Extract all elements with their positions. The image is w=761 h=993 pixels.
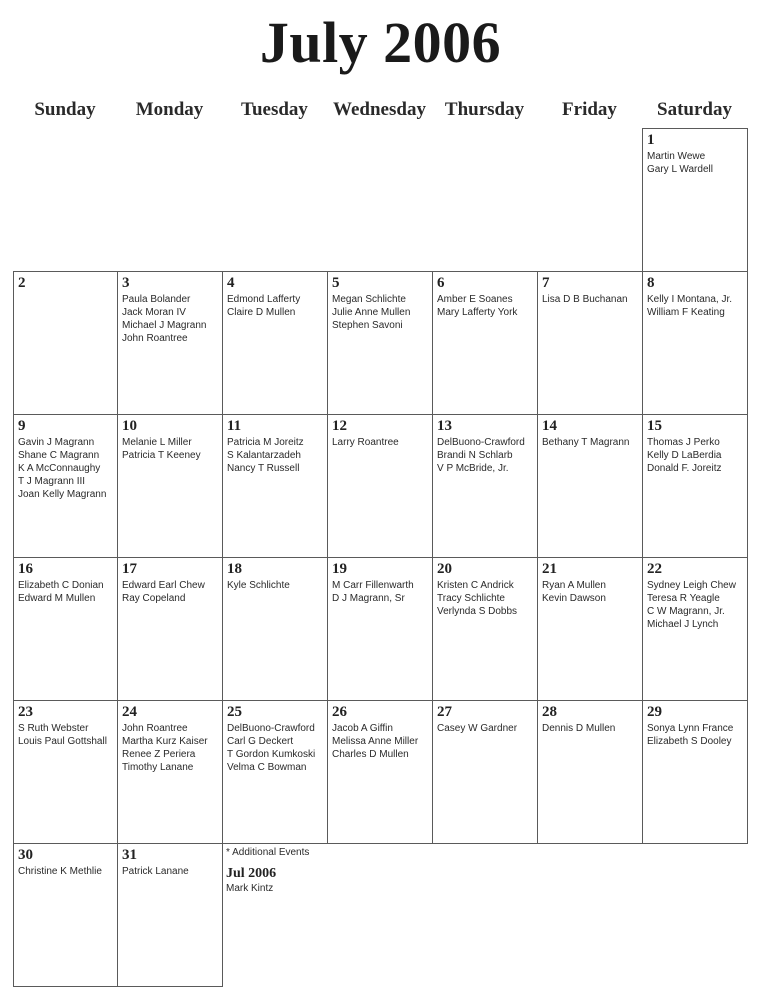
person-name: Ryan A Mullen xyxy=(542,580,606,591)
day-number: 22 xyxy=(647,561,662,577)
calendar-title: July 2006 xyxy=(259,10,502,75)
person-name: Paula Bolander xyxy=(122,294,191,305)
person-name: Dennis D Mullen xyxy=(542,723,616,734)
weekday-header-tuesday: Tuesday xyxy=(241,99,308,120)
day-number: 20 xyxy=(437,561,452,577)
person-name: Renee Z Periera xyxy=(122,749,196,760)
day-cell-2 xyxy=(13,271,118,415)
person-name: V P McBride, Jr. xyxy=(437,463,509,474)
day-cell-28 xyxy=(537,700,643,844)
person-name: Elizabeth S Dooley xyxy=(647,736,732,747)
weekday-header-monday: Monday xyxy=(135,99,204,120)
day-names xyxy=(437,722,534,735)
day-number: 5 xyxy=(332,275,340,291)
day-cell-14 xyxy=(537,414,643,558)
day-number: 26 xyxy=(332,704,347,720)
day-cell-6 xyxy=(432,271,538,415)
day-number: 3 xyxy=(122,275,130,291)
day-cell-10 xyxy=(117,414,223,558)
day-cell-29 xyxy=(642,700,748,844)
day-number: 21 xyxy=(542,561,557,577)
day-names xyxy=(122,722,219,774)
day-number: 30 xyxy=(18,847,33,863)
day-cell-11 xyxy=(222,414,328,558)
weekday-header-friday: Friday xyxy=(562,99,617,120)
day-cell-13 xyxy=(432,414,538,558)
person-name: Patricia T Keeney xyxy=(122,450,201,461)
person-name: Elizabeth C Donian xyxy=(18,580,104,591)
day-names xyxy=(122,293,219,345)
person-name: Gary L Wardell xyxy=(647,164,713,175)
person-name: Claire D Mullen xyxy=(227,307,296,318)
day-number: 18 xyxy=(227,561,242,577)
day-cell-3 xyxy=(117,271,223,415)
person-name: Velma C Bowman xyxy=(227,762,307,773)
person-name: Bethany T Magrann xyxy=(542,437,630,448)
day-number: 28 xyxy=(542,704,557,720)
day-number: 31 xyxy=(122,847,137,863)
person-name: Kevin Dawson xyxy=(542,593,606,604)
person-name: William F Keating xyxy=(647,307,725,318)
person-name: Julie Anne Mullen xyxy=(332,307,411,318)
day-number: 24 xyxy=(122,704,137,720)
person-name: D J Magrann, Sr xyxy=(332,593,405,604)
person-name: Shane C Magrann xyxy=(18,450,100,461)
person-name: S Ruth Webster xyxy=(18,723,89,734)
day-names xyxy=(227,293,324,319)
day-names xyxy=(227,722,324,774)
day-cell-26 xyxy=(327,700,433,844)
person-name: Martha Kurz Kaiser xyxy=(122,736,208,747)
day-names xyxy=(542,579,639,605)
person-name: Carl G Deckert xyxy=(227,736,294,747)
person-name: Patricia M Joreitz xyxy=(227,437,304,448)
day-cell-9 xyxy=(13,414,118,558)
day-names xyxy=(332,579,429,605)
day-number: 11 xyxy=(227,418,242,434)
person-name: Timothy Lanane xyxy=(122,762,194,773)
day-number: 13 xyxy=(437,418,452,434)
person-name: Amber E Soanes xyxy=(437,294,513,305)
person-name: T J Magrann III xyxy=(18,476,86,487)
day-cell-18 xyxy=(222,557,328,701)
person-name: Jacob A Giffin xyxy=(332,723,393,734)
person-name: DelBuono-Crawford xyxy=(437,437,525,448)
day-number: 15 xyxy=(647,418,662,434)
additional-event-name: Mark Kintz xyxy=(226,883,274,894)
person-name: Edward M Mullen xyxy=(18,593,96,604)
person-name: Melanie L Miller xyxy=(122,437,192,448)
day-names xyxy=(332,436,429,449)
day-cell-31 xyxy=(117,843,223,987)
day-cell-16 xyxy=(13,557,118,701)
day-names xyxy=(647,150,744,176)
day-names xyxy=(647,293,744,319)
person-name: T Gordon Kumkoski xyxy=(227,749,316,760)
person-name: Melissa Anne Miller xyxy=(332,736,419,747)
day-number: 19 xyxy=(332,561,347,577)
day-names xyxy=(18,579,114,605)
day-names xyxy=(227,579,324,592)
day-cell-25 xyxy=(222,700,328,844)
day-names xyxy=(542,722,639,735)
day-cell-23 xyxy=(13,700,118,844)
day-names xyxy=(437,579,534,618)
person-name: Casey W Gardner xyxy=(437,723,518,734)
day-names xyxy=(647,722,744,748)
additional-events-note: * Additional Events xyxy=(226,847,310,858)
person-name: Edward Earl Chew xyxy=(122,580,205,591)
person-name: Kyle Schlichte xyxy=(227,580,290,591)
day-number: 14 xyxy=(542,418,557,434)
person-name: Michael J Lynch xyxy=(647,619,719,630)
day-number: 17 xyxy=(122,561,137,577)
day-names xyxy=(647,436,744,475)
day-number: 12 xyxy=(332,418,347,434)
day-names xyxy=(18,722,114,748)
person-name: Christine K Methlie xyxy=(18,866,102,877)
day-number: 9 xyxy=(18,418,26,434)
day-cell-22 xyxy=(642,557,748,701)
day-names xyxy=(18,865,114,878)
person-name: Michael J Magrann xyxy=(122,320,207,331)
person-name: DelBuono-Crawford xyxy=(227,723,315,734)
person-name: Louis Paul Gottshall xyxy=(18,736,107,747)
person-name: Megan Schlichte xyxy=(332,294,406,305)
day-names xyxy=(542,436,639,449)
day-cell-24 xyxy=(117,700,223,844)
person-name: Nancy T Russell xyxy=(227,463,300,474)
weekday-header-sunday: Sunday xyxy=(34,99,96,120)
day-names xyxy=(122,436,219,462)
day-number: 1 xyxy=(647,132,655,148)
person-name: M Carr Fillenwarth xyxy=(332,580,414,591)
day-cell-30 xyxy=(13,843,118,987)
day-cell-4 xyxy=(222,271,328,415)
day-number: 25 xyxy=(227,704,242,720)
day-number: 4 xyxy=(227,275,235,291)
person-name: Teresa R Yeagle xyxy=(647,593,720,604)
person-name: Kelly I Montana, Jr. xyxy=(647,294,733,305)
day-cell-7 xyxy=(537,271,643,415)
day-names xyxy=(18,436,114,501)
person-name: John Roantree xyxy=(122,723,188,734)
person-name: Kristen C Andrick xyxy=(437,580,514,591)
day-number: 23 xyxy=(18,704,33,720)
day-number: 6 xyxy=(437,275,445,291)
day-number: 27 xyxy=(437,704,452,720)
person-name: Ray Copeland xyxy=(122,593,186,604)
person-name: Martin Wewe xyxy=(647,151,706,162)
day-number: 7 xyxy=(542,275,550,291)
day-cell-12 xyxy=(327,414,433,558)
person-name: Gavin J Magrann xyxy=(18,437,95,448)
day-cell-15 xyxy=(642,414,748,558)
day-cell-19 xyxy=(327,557,433,701)
day-number: 2 xyxy=(18,275,26,291)
person-name: S Kalantarzadeh xyxy=(227,450,301,461)
person-name: Thomas J Perko xyxy=(647,437,720,448)
day-number: 10 xyxy=(122,418,137,434)
person-name: Larry Roantree xyxy=(332,437,399,448)
person-name: Verlynda S Dobbs xyxy=(437,606,518,617)
person-name: John Roantree xyxy=(122,333,188,344)
person-name: Sydney Leigh Chew xyxy=(647,580,736,591)
day-names xyxy=(437,436,534,475)
day-cell-1 xyxy=(642,128,748,272)
person-name: Jack Moran IV xyxy=(122,307,186,318)
day-cell-5 xyxy=(327,271,433,415)
weekday-header-thursday: Thursday xyxy=(444,99,525,120)
day-names xyxy=(122,865,219,878)
person-name: Stephen Savoni xyxy=(332,320,403,331)
day-names xyxy=(437,293,534,319)
person-name: Joan Kelly Magrann xyxy=(18,489,107,500)
person-name: Donald F. Joreitz xyxy=(647,463,722,474)
day-cell-17 xyxy=(117,557,223,701)
day-names xyxy=(227,436,324,475)
weekday-header-saturday: Saturday xyxy=(657,99,732,120)
person-name: Patrick Lanane xyxy=(122,866,189,877)
day-names xyxy=(647,579,744,631)
person-name: Edmond Lafferty xyxy=(227,294,301,305)
day-cell-27 xyxy=(432,700,538,844)
person-name: Mary Lafferty York xyxy=(437,307,518,318)
day-number: 8 xyxy=(647,275,655,291)
day-cell-8 xyxy=(642,271,748,415)
day-names xyxy=(122,579,219,605)
day-cell-21 xyxy=(537,557,643,701)
person-name: Brandi N Schlarb xyxy=(437,450,513,461)
person-name: Tracy Schlichte xyxy=(437,593,505,604)
day-names xyxy=(542,293,639,306)
day-names xyxy=(332,722,429,761)
day-cell-20 xyxy=(432,557,538,701)
person-name: Sonya Lynn France xyxy=(647,723,734,734)
person-name: C W Magrann, Jr. xyxy=(647,606,725,617)
additional-events xyxy=(226,846,426,895)
person-name: Charles D Mullen xyxy=(332,749,409,760)
weekday-header-wednesday: Wednesday xyxy=(333,99,426,120)
day-number: 16 xyxy=(18,561,33,577)
person-name: K A McConnaughy xyxy=(18,463,101,474)
person-name: Lisa D B Buchanan xyxy=(542,294,628,305)
day-names xyxy=(332,293,429,332)
person-name: Kelly D LaBerdia xyxy=(647,450,722,461)
additional-events-title: Jul 2006 xyxy=(226,866,277,881)
day-number: 29 xyxy=(647,704,662,720)
